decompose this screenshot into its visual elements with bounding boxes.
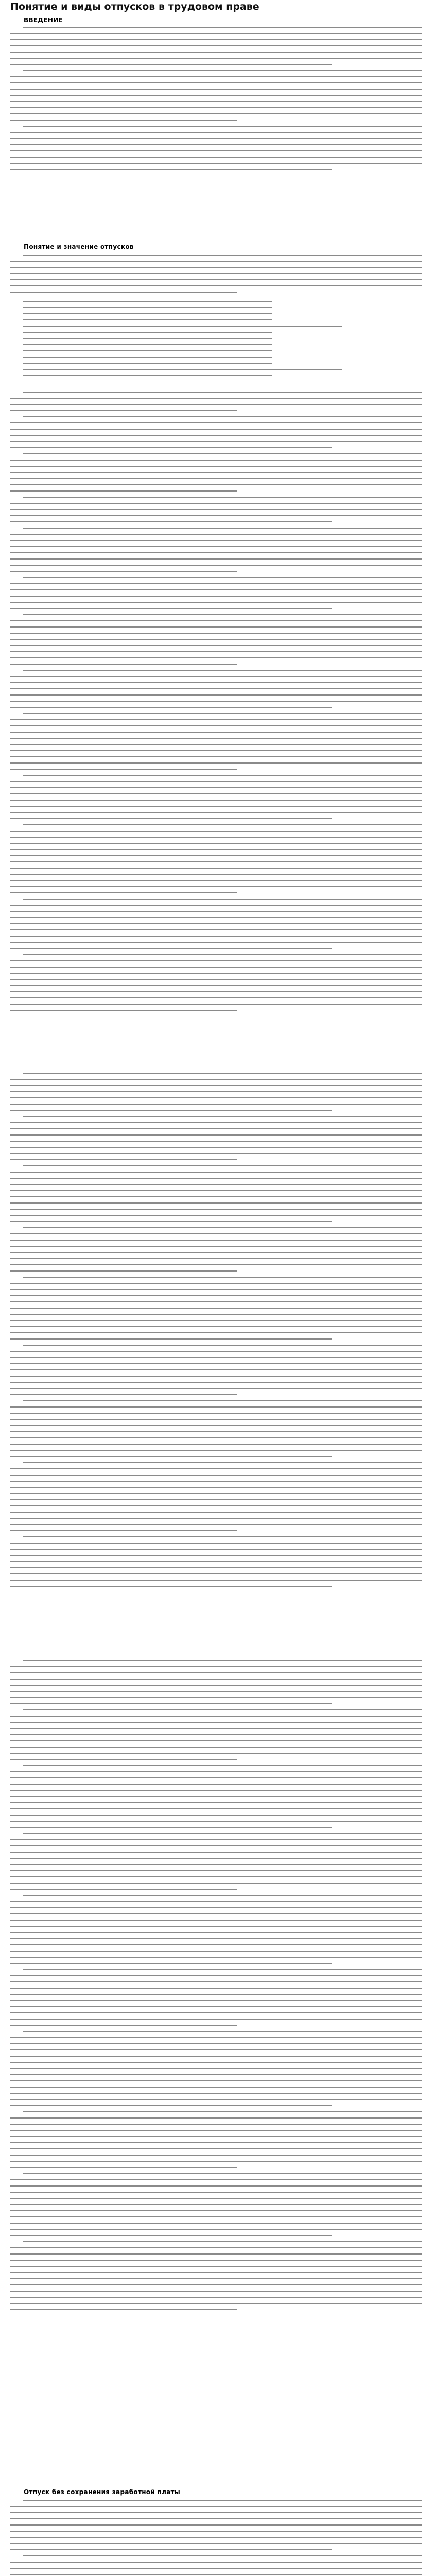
list-item xyxy=(23,375,272,376)
document-title: Понятие и виды отпусков в трудовом праве xyxy=(10,1,259,12)
section-heading-unpaid-leave: Отпуск без сохранения заработной платы xyxy=(24,2488,181,2496)
text-lines-annual xyxy=(10,1073,422,1592)
list-item xyxy=(23,301,272,302)
list-item xyxy=(23,363,272,364)
list-item xyxy=(23,313,272,314)
list-item xyxy=(23,319,272,320)
section-heading-introduction: ВВЕДЕНИЕ xyxy=(24,16,63,24)
section-heading-concept: Понятие и значение отпусков xyxy=(24,243,134,250)
text-lines-concept-1 xyxy=(10,255,422,298)
list-item xyxy=(23,350,272,351)
list-item xyxy=(23,344,272,345)
text-lines-body-1 xyxy=(10,392,422,1016)
list-item xyxy=(23,357,272,358)
list-item xyxy=(23,326,342,327)
list-item xyxy=(23,307,272,308)
list-item xyxy=(23,332,272,333)
list-item xyxy=(23,369,342,370)
list-leave-types xyxy=(23,301,342,381)
list-item xyxy=(23,338,272,339)
text-lines-intro xyxy=(10,27,422,175)
text-lines-additional xyxy=(10,1660,422,2315)
text-lines-unpaid xyxy=(10,2500,422,2576)
